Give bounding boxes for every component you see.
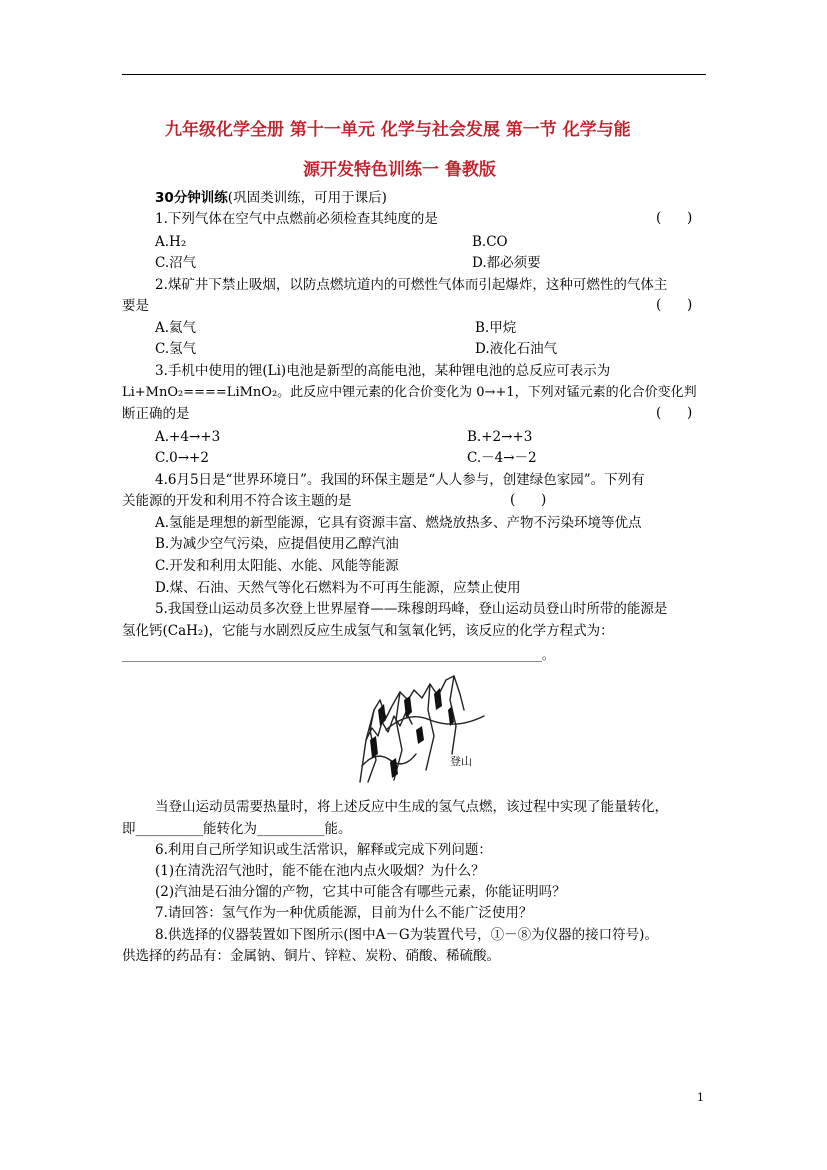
mountain-sketch-icon <box>356 670 488 788</box>
q4-answer-paren: ( ) <box>510 492 547 508</box>
q1-answer-paren: ( ) <box>656 210 693 226</box>
q2-stem-line-2: 要是 <box>122 298 149 314</box>
q2-option-b: B.甲烷 <box>475 320 517 336</box>
q7-stem: 7.请回答：氢气作为一种优质能源，目前为什么不能广泛使用？ <box>155 905 533 921</box>
q8-stem-line-1: 8.供选择的仪器装置如下图所示(图中A－G为装置代号，①－⑧为仪器的接口符号)。 <box>155 927 658 943</box>
mountain-climbing-illustration <box>356 670 488 788</box>
section-heading <box>155 189 387 207</box>
header-rule <box>122 74 706 75</box>
q2-option-c: C.氢气 <box>155 341 197 357</box>
q1-option-b: B.CO <box>472 234 508 250</box>
q6-sub-1: (1)在清洗沼气池时，能不能在池内点火吸烟？为什么？ <box>155 863 485 879</box>
q3-option-d: C.－4→－2 <box>467 450 537 466</box>
q6-sub-2: (2)汽油是石油分馏的产物，它其中可能含有哪些元素，你能证明吗？ <box>155 884 566 900</box>
q4-option-a: A.氢能是理想的新型能源，它具有资源丰富、燃烧放热多、产物不污染环境等优点 <box>155 515 642 531</box>
q5-after-line-1: 当登山运动员需要热量时，将上述反应中生成的氢气点燃，该过程中实现了能量转化， <box>155 799 668 815</box>
q1-option-c: C.沼气 <box>155 255 197 271</box>
q2-stem-line-1: 2.煤矿井下禁止吸烟，以防点燃坑道内的可燃性气体而引起爆炸，这种可燃性的气体主 <box>155 277 668 293</box>
q4-option-d: D.煤、石油、天然气等化石燃料为不可再生能源，应禁止使用 <box>155 580 521 596</box>
q6-stem: 6.利用自己所学知识或生活常识，解释或完成下列问题： <box>155 842 492 858</box>
q3-option-a: A.+4→+3 <box>155 429 221 445</box>
q4-option-c: C.开发和利用太阳能、水能、风能等能源 <box>155 558 399 574</box>
q3-answer-paren: ( ) <box>656 405 693 421</box>
q4-stem-line-1: 4.6月5日是“世界环境日”。我国的环保主题是“人人参与，创建绿色家园”。下列有 <box>155 472 645 488</box>
page-number: 1 <box>697 1091 704 1104</box>
section-heading-label: 30分钟训练 <box>155 190 228 206</box>
q3-option-c: C.0→+2 <box>155 450 209 466</box>
q1-stem: 1.下列气体在空气中点燃前必须检查其纯度的是 <box>155 211 438 227</box>
q8-stem-line-2: 供选择的药品有：金属钠、铜片、锌粒、炭粉、硝酸、稀硫酸。 <box>122 948 500 964</box>
q5-stem-line-2: 氢化钙(CaH₂)，它能与水剧烈反应生成氢气和氢氧化钙，该反应的化学方程式为： <box>122 623 614 639</box>
q3-stem-line-1: 3.手机中使用的锂(Li)电池是新型的高能电池，某种锂电池的总反应可表示为 <box>155 363 611 379</box>
q5-stem-line-1: 5.我国登山运动员多次登上世界屋脊——珠穆朗玛峰，登山运动员登山时所带的能源是 <box>155 601 668 617</box>
q3-stem-line-2: Li+MnO₂====LiMnO₂。此反应中锂元素的化合价变化为 0→+1，下列对锰元素的化合价变化判 <box>122 385 697 400</box>
title-line-1: 九年级化学全册 第十一单元 化学与社会发展 第一节 化学与能 <box>165 120 631 140</box>
q1-option-a: A.H₂ <box>155 234 187 250</box>
q3-stem-line-3: 断正确的是 <box>122 406 190 422</box>
q4-option-b: B.为减少空气污染，应提倡使用乙醇汽油 <box>155 536 399 552</box>
q2-option-a: A.氦气 <box>155 320 197 336</box>
q5-after-line-2: 即__________能转化为__________能。 <box>122 821 352 837</box>
section-heading-note: (巩固类训练，可用于课后) <box>227 190 387 206</box>
q5-answer-blank: ______________________________________________________________________。 <box>122 648 555 662</box>
q1-option-d: D.都必须要 <box>472 255 541 271</box>
q2-option-d: D.液化石油气 <box>475 341 558 357</box>
title-line-2: 源开发特色训练一 鲁教版 <box>303 160 496 180</box>
q2-answer-paren: ( ) <box>656 297 693 313</box>
q3-option-b: B.+2→+3 <box>467 429 533 445</box>
q4-stem-line-2: 关能源的开发和利用不符合该主题的是 <box>122 493 352 509</box>
image-caption: 登山 <box>450 756 472 768</box>
